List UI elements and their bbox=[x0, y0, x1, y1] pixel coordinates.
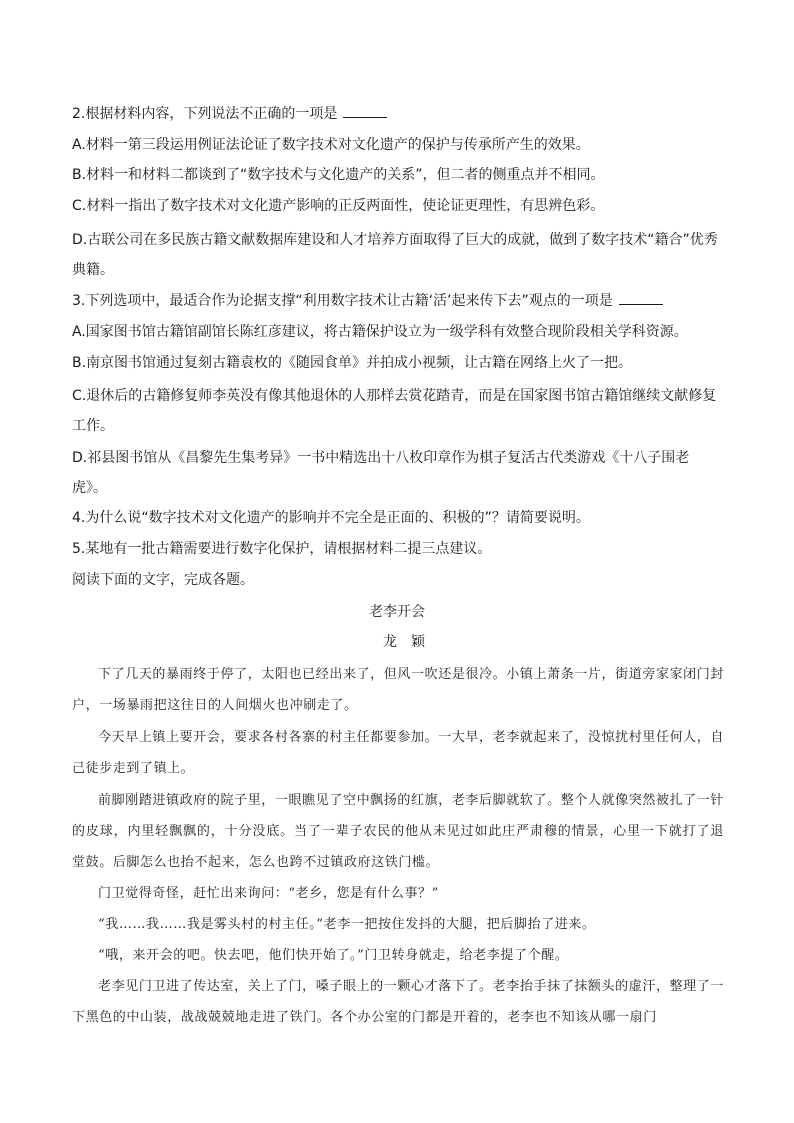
question-3-text: 3.下列选项中，最适合作为论据支撑“利用数字技术让古籍‘活’起来传下去”观点的一项是 bbox=[72, 293, 613, 309]
question-2-option-d: D.古联公司在多民族古籍文献数据库建设和人才培养方面取得了巨大的成就，做到了数字技术“籍合”优秀典籍。 bbox=[72, 232, 718, 278]
story-paragraph: “我……我……我是雾头村的村主任。”老李一把按住发抖的大腿，把后脚抬了进来。 bbox=[98, 917, 596, 932]
question-3-option-b: B.南京图书馆通过复刻古籍袁枚的《随园食单》并拍成小视频，让古籍在网络上火了一把。 bbox=[72, 355, 633, 371]
question-4: 4.为什么说“数字技术对文化遗产的影响并不完全是正面的、积极的”？请简要说明。 bbox=[72, 510, 590, 526]
story-paragraph: 前脚刚踏进镇政府的院子里，一眼瞧见了空中飘扬的红旗，老李后脚就软了。整个人就像突然被扎了一针的皮球，内里轻飘飘的，十分没底。当了一辈子农民的他从未见过如此庄严肃穆的情景，心里一下就打了退堂鼓。后脚怎么也抬不起来，怎么也跨不过镇政府这铁门槛。 bbox=[72, 793, 724, 870]
question-3-stem bbox=[72, 289, 722, 313]
question-3-option-a: A.国家图书馆古籍馆副馆长陈红彦建议，将古籍保护设立为一级学科有效整合现阶段相关学科资源。 bbox=[72, 324, 688, 340]
question-3-option-c: C.退休后的古籍修复师李英没有像其他退休的人那样去赏花踏青，而是在国家图书馆古籍馆继续文献修复工作。 bbox=[72, 388, 717, 434]
question-2-option-b: B.材料一和材料二都谈到了“数字技术与文化遗产的关系”，但二者的侧重点并不相同。 bbox=[72, 167, 605, 183]
story-paragraph: 老李见门卫进了传达室，关上了门，嗓子眼上的一颗心才落下了。老李抬手抹了抹额头的虚汗，整理了一下黑色的中山装，战战兢兢地走进了铁门。各个办公室的门都是开着的，老李也不知该从哪一扇门 bbox=[72, 979, 724, 1025]
story-author: 龙颖 bbox=[383, 634, 439, 650]
question-2-option-c: C.材料一指出了数字技术对文化遗产影响的正反两面性，使论证更理性，有思辨色彩。 bbox=[72, 198, 605, 214]
question-2-stem bbox=[72, 102, 722, 126]
story-paragraph: “哦，来开会的吧。快去吧，他们快开始了。”门卫转身就走，给老李提了个醒。 bbox=[98, 948, 569, 963]
reading-instruction: 阅读下面的文字，完成各题。 bbox=[72, 572, 254, 588]
question-2-option-a: A.材料一第三段运用例证法论证了数字技术对文化遗产的保护与传承所产生的效果。 bbox=[72, 137, 590, 153]
story-paragraph: 门卫觉得奇怪，赶忙出来询问：“老乡，您是有什么事？” bbox=[98, 886, 439, 901]
question-5: 5.某地有一批古籍需要进行数字化保护，请根据材料二提三点建议。 bbox=[72, 541, 492, 557]
story-title: 老李开会 bbox=[369, 604, 425, 620]
question-3-option-d: D.祁县图书馆从《昌黎先生集考异》一书中精选出十八枚印章作为棋子复活古代类游戏《十八子围老虎》。 bbox=[72, 450, 690, 496]
story-paragraph: 今天早上镇上要开会，要求各村各寨的村主任都要参加。一大早，老李就起来了，没惊扰村里任何人，自己徒步走到了镇上。 bbox=[72, 730, 724, 776]
answer-blank bbox=[619, 290, 663, 305]
answer-blank bbox=[343, 103, 387, 118]
story-paragraph: 下了几天的暴雨终于停了，太阳也已经出来了，但风一吹还是很冷。小镇上萧条一片，街道旁家家闭门封户，一场暴雨把这往日的人间烟火也冲刷走了。 bbox=[72, 667, 724, 713]
question-2-text: 2.根据材料内容，下列说法不正确的一项是 bbox=[72, 106, 338, 122]
